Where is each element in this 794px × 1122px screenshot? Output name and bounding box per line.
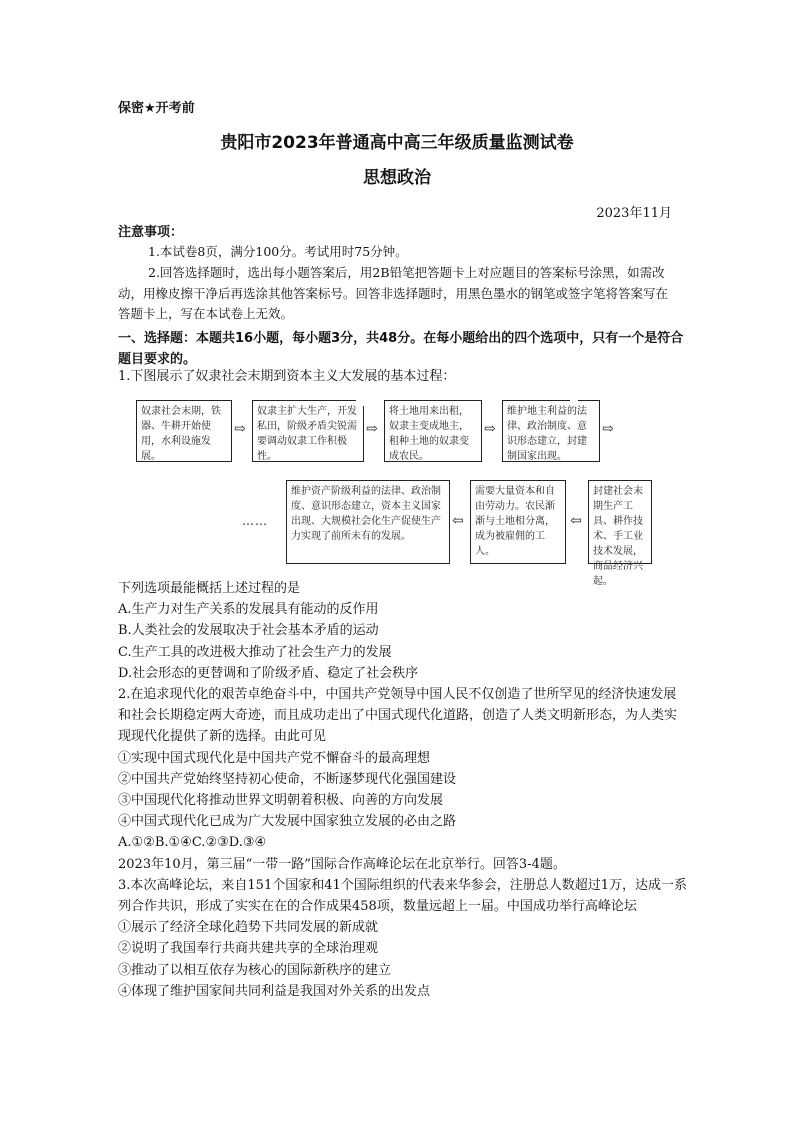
q1-stem-block: [118, 366, 688, 387]
q3-item-2: ②说明了我国奉行共商共建共享的全球治理观: [118, 941, 379, 957]
process-diagram: [134, 392, 654, 587]
note-item-1: 1.本试卷8页，满分100分。考试用时75分钟。: [148, 244, 408, 259]
q2-stem: 2.在追求现代化的艰苦卓绝奋斗中，中国共产党领导中国人民不仅创造了世所罕见的经济快速发展和社会长期稳定两大奇迹，而且成功走出了中国式现代化道路，创造了人类文明新形态，为人类实现现代化提供了新的选择。由此可见: [118, 687, 678, 745]
exam-date: 2023年11月: [596, 206, 672, 221]
diagram-box-1: 奴隶社会末期，铁器、牛耕开始使用，水利设施发展。: [136, 400, 232, 462]
group-intro: 2023年10月，第三届“一带一路”国际合作高峰论坛在北京举行。回答3-4题。: [118, 856, 566, 872]
q2-item-1: ①实现中国式现代化是中国共产党不懈奋斗的最高理想: [118, 750, 431, 766]
diagram-box-8: 维护资产阶级利益的法律、政治制度、意识形态建立，资本主义国家出现、大规模社会化生产促使生产力实现了前所未有的发展。: [286, 480, 450, 564]
subject-title: 思想政治: [363, 168, 431, 188]
q3-item-3: ③推动了以相互依存为核心的国际新秩序的建立: [118, 962, 392, 978]
arrow-right-icon: ⇨: [234, 421, 246, 437]
arrow-right-icon: ⇨: [602, 421, 614, 437]
question-body: [118, 578, 688, 1002]
q3-stem: 3.本次高峰论坛，来自151个国家和41个国际组织的代表来华参会，注册总人数超过1万，达成一系列合作共识，形成了实实在在的合作成果458项，数量远超上一届。中国成功举行高峰论坛: [118, 877, 688, 915]
arrow-right-icon: ⇨: [484, 421, 496, 437]
diagram-box-2: 奴隶主扩大生产，开发私田，阶级矛盾尖锐需要调动奴隶工作积极性。: [252, 400, 364, 462]
exam-title: 贵阳市2023年普通高中高三年级质量监测试卷: [220, 133, 574, 153]
q1-stem: 1.下图展示了奴隶社会末期到资本主义大发展的基本过程：: [118, 369, 456, 384]
q2-item-4: ④中国式现代化已成为广大发展中国家独立发展的必由之路: [118, 814, 457, 830]
q1-option-d: D.社会形态的更替调和了阶级矛盾、稳定了社会秩序: [118, 665, 419, 681]
q2-item-3: ③中国现代化将推动世界文明朝着积极、向善的方向发展: [118, 793, 444, 809]
q3-item-1: ①展示了经济全球化趋势下共同发展的新成就: [118, 920, 379, 936]
q3-item-4: ④体现了维护国家间共同利益是我国对外关系的出发点: [118, 983, 431, 999]
diagram-box-7: 需要大量资本和自由劳动力。农民渐渐与土地相分离，成为被雇佣的工人。: [470, 480, 566, 564]
arrow-left-icon: ⇦: [452, 513, 464, 529]
arrow-right-icon: ⇨: [366, 421, 378, 437]
arrow-left-icon: ⇦: [570, 513, 582, 529]
diagram-box-6: 封建社会末期生产工具、耕作技术、手工业技术发展，商品经济兴起。: [588, 480, 652, 564]
diagram-box-3: 将土地用来出租，奴隶主变成地主，租种土地的奴隶变成农民。: [384, 400, 482, 462]
diagram-box-4: 维护地主利益的法律、政治制度、意识形态建立，封建制国家出现。: [502, 400, 600, 462]
q2-choices: A.①②B.①④C.②③D.③④: [118, 835, 267, 851]
note-item-2: 2.回答选择题时，选出每小题答案后，用2B铅笔把答题卡上对应题目的答案标号涂黑，如需改动，用橡皮擦干净后再选涂其他答案标号。回答非选择题时，用黑色墨水的钢笔或签字笔将答案写在答题卡上，写在本试卷上无效。: [118, 265, 669, 321]
diagram-ellipsis: ……: [242, 514, 268, 528]
q2-item-2: ②中国共产党始终坚持初心使命，不断逐梦现代化强国建设: [118, 771, 457, 787]
q1-prompt: 下列选项最能概括上述过程的是: [118, 581, 301, 596]
confidential-label: 保密★开考前: [118, 101, 195, 116]
q1-option-a: A.生产力对生产关系的发展具有能动的反作用: [118, 602, 379, 618]
q1-option-c: C.生产工具的改进极大推动了社会生产力的发展: [118, 644, 392, 660]
notes-heading: 注意事项：: [118, 225, 184, 240]
section-heading: 一、选择题：本题共16小题，每小题3分，共48分。在每小题给出的四个选项中，只有一个是符合题目要求的。: [118, 331, 684, 367]
q1-option-b: B.人类社会的发展取决于社会基本矛盾的运动: [118, 623, 379, 639]
